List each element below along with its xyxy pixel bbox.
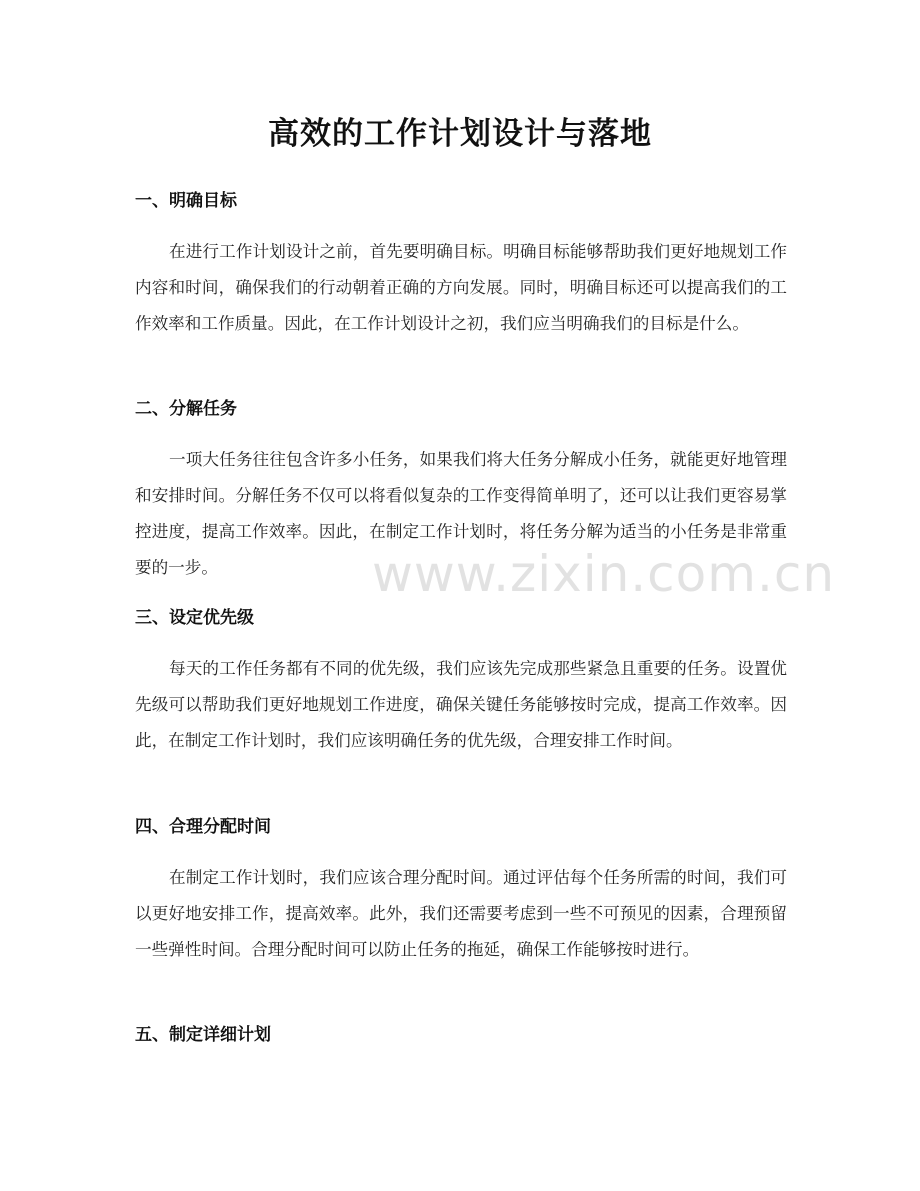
section-heading: 一、明确目标 [135,191,237,211]
section-heading: 五、制定详细计划 [135,1025,271,1045]
section-detailed-plan [135,1024,787,1046]
watermark: www.zixin.com.cn [372,545,836,603]
page-title: 高效的工作计划设计与落地 [268,116,652,152]
section-break-down-tasks [135,398,787,586]
section-set-priorities [135,607,787,759]
section-allocate-time [135,816,787,968]
section-body: 一项大任务往往包含许多小任务，如果我们将大任务分解成小任务，就能更好地管理和安排时间。分解任务不仅可以将看似复杂的工作变得简单明了，还可以让我们更容易掌控进度，提高工作效率。因此，在制定工作计划时，将任务分解为适当的小任务是非常重要的一步。 [135,450,787,577]
section-clarify-goals [135,190,787,342]
section-body: 在制定工作计划时，我们应该合理分配时间。通过评估每个任务所需的时间，我们可以更好地安排工作，提高效率。此外，我们还需要考虑到一些不可预见的因素，合理预留一些弹性时间。合理分配时间可以防止任务的拖延，确保工作能够按时进行。 [135,868,787,959]
section-heading: 三、设定优先级 [135,608,254,628]
section-heading: 二、分解任务 [135,399,237,419]
section-body: 每天的工作任务都有不同的优先级，我们应该先完成那些紧急且重要的任务。设置优先级可以帮助我们更好地规划工作进度，确保关键任务能够按时完成，提高工作效率。因此，在制定工作计划时，我们应该明确任务的优先级，合理安排工作时间。 [135,659,787,750]
section-body: 在进行工作计划设计之前，首先要明确目标。明确目标能够帮助我们更好地规划工作内容和时间，确保我们的行动朝着正确的方向发展。同时，明确目标还可以提高我们的工作效率和工作质量。因此，在工作计划设计之初，我们应当明确我们的目标是什么。 [135,242,787,333]
section-heading: 四、合理分配时间 [135,817,271,837]
